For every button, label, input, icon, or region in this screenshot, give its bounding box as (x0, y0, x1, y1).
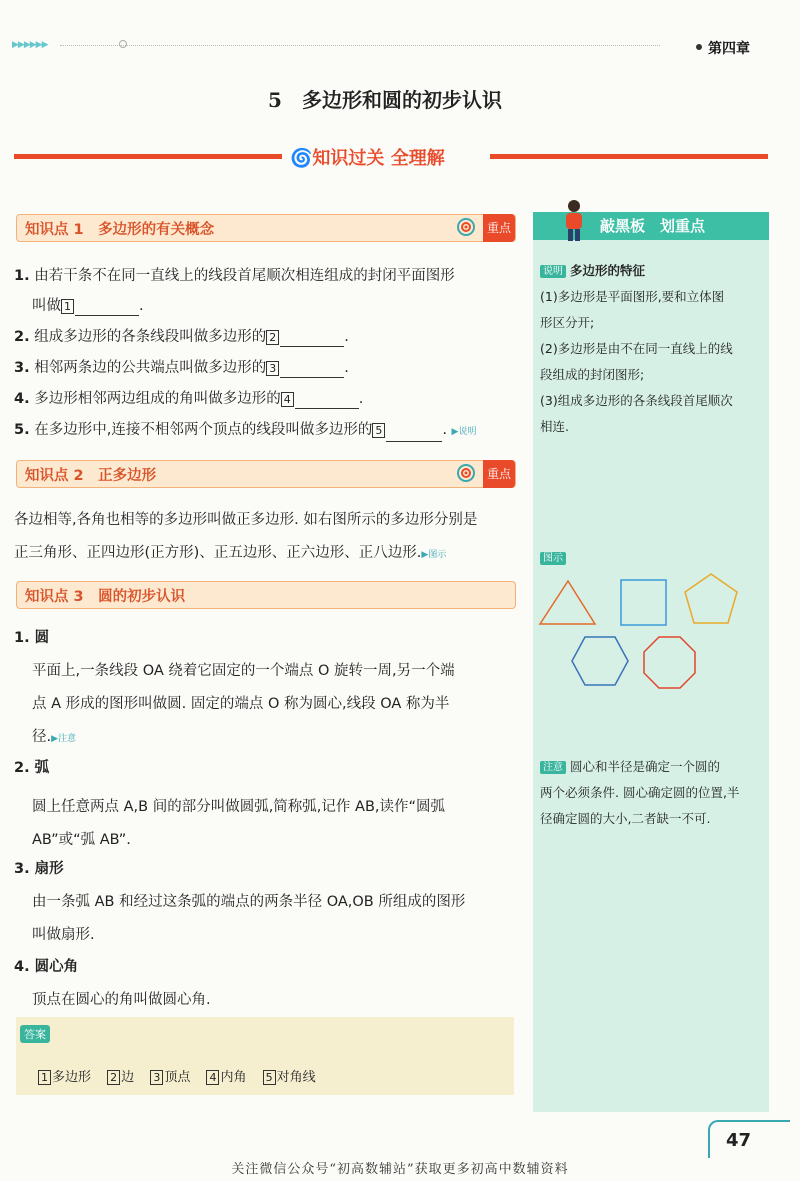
answer-tag: 答案 (20, 1025, 50, 1043)
square-shape (621, 580, 666, 625)
key-point-badge: 重点 (483, 460, 515, 488)
answer-box-3: 3 (266, 361, 279, 376)
blank-4[interactable] (295, 394, 359, 409)
figure-tag-wrap (540, 548, 566, 567)
blank-3[interactable] (280, 363, 344, 378)
blank-2[interactable] (280, 332, 344, 347)
section-banner (290, 144, 486, 170)
octagon-shape (644, 637, 695, 688)
answer-item: 5 对角线 (263, 1070, 316, 1085)
note-link[interactable]: ▶注意 (51, 734, 77, 744)
answer-item: 1 多边形 (38, 1070, 91, 1085)
heading-central-angle: 4. 圆心角 (14, 959, 79, 975)
answer-item: 3 顶点 (150, 1070, 190, 1085)
kp1-item-1-line2: 叫做 1 . (32, 298, 144, 314)
header-divider (60, 45, 660, 46)
kp1-label: 知识点 1 多边形的有关概念 (25, 222, 215, 238)
footer-notice: 关注微信公众号“初高数辅站”获取更多初高中数辅资料 (231, 1162, 569, 1177)
knowledge-point-1-header (16, 214, 516, 242)
hexagon-shape (572, 637, 628, 685)
spiral-icon: 🌀 (290, 148, 313, 169)
answer-box-2: 2 (266, 330, 279, 345)
knowledge-point-2-header (16, 460, 516, 488)
banner-rule-right (490, 154, 768, 159)
answer-box-1: 1 (61, 299, 74, 314)
banner-rule-left (14, 154, 282, 159)
kp2-definition: 各边相等,各角也相等的多边形叫做正多边形. 如右图所示的多边形分别是 正三角形、正四边形(正方形)、正五边形、正六边形、正八边形.▶图示 (14, 512, 478, 561)
chapter-arrows: ▶▶▶▶▶▶ (12, 40, 48, 50)
circle-section: 1. 圆 平面上,一条线段 OA 绕着它固定的一个端点 O 旋转一周,另一个端 点 A 形成的图形叫做圆. 固定的端点 O 称为圆心,线段 OA 称为半 径.▶注意 (14, 622, 519, 756)
blank-5[interactable] (386, 427, 442, 442)
page-number: 47 (726, 1130, 752, 1151)
kp1-item-4: 4. 多边形相邻两边组成的角叫做多边形的 4 . (14, 391, 364, 407)
answer-item: 4 内角 (206, 1070, 246, 1085)
answer-box-4: 4 (281, 392, 294, 407)
central-angle-section: 4. 圆心角 顶点在圆心的角叫做圆心角. (14, 951, 519, 1017)
explain-link[interactable]: ▶说明 (451, 427, 477, 437)
explain-tag: 说明 (540, 265, 566, 278)
kp1-item-1: 1. 由若干条不在同一直线上的线段首尾顺次相连组成的封闭平面图形 (14, 268, 455, 284)
figure-link[interactable]: ▶图示 (421, 550, 447, 560)
arc-section: 2. 弧 圆上任意两点 A,B 间的部分叫做圆弧,简称弧,记作 AB,读作“圆弧 AB”或“弧 AB”. (14, 752, 519, 857)
sidebar-note: 注意 圆心和半径是确定一个圆的 两个必须条件. 圆心确定圆的位置,半 径确定圆的大小,二者缺一不可. (540, 759, 740, 826)
sector-section: 3. 扇形 由一条弧 AB 和经过这条弧的端点的两条半径 OA,OB 所组成的图形 叫做扇形. (14, 853, 519, 952)
chapter-dot (696, 44, 702, 50)
target-icon (457, 218, 475, 236)
note-tag: 注意 (540, 761, 566, 774)
kp3-label: 知识点 3 圆的初步认识 (25, 589, 186, 605)
kp1-item-5: 5. 在多边形中,连接不相邻两个顶点的线段叫做多边形的 5 . ▶说明 (14, 420, 476, 442)
kp1-item-3: 3. 相邻两条边的公共端点叫做多边形的 3 . (14, 360, 349, 376)
target-icon (457, 464, 475, 482)
heading-circle: 1. 圆 (14, 630, 50, 646)
header-ornament (119, 40, 127, 48)
page-title: 5 多边形和圆的初步认识 (268, 88, 502, 112)
triangle-shape (540, 581, 595, 624)
answer-item: 2 边 (107, 1070, 134, 1085)
sidebar-title: 敲黑板 划重点 (600, 217, 706, 235)
regular-polygons-figure (535, 570, 765, 695)
kp1-item-2: 2. 组成多边形的各条线段叫做多边形的 2 . (14, 329, 349, 345)
heading-sector: 3. 扇形 (14, 861, 64, 877)
answer-box-5: 5 (372, 423, 385, 438)
kp2-label: 知识点 2 正多边形 (25, 468, 157, 484)
answer-list (38, 1066, 328, 1085)
banner-text: 知识过关 全理解 (312, 148, 445, 169)
teacher-icon (558, 198, 594, 242)
key-point-badge: 重点 (483, 214, 515, 242)
blank-1[interactable] (75, 301, 139, 316)
figure-tag: 图示 (540, 552, 566, 565)
knowledge-point-3-header (16, 581, 516, 609)
heading-arc: 2. 弧 (14, 760, 50, 776)
sidebar-explain: 说明 多边形的特征 (1)多边形是平面图形,要和立体图 形区分开; (2)多边形是由不在同一直线上的线 段组成的封闭图形; (3)组成多边形的各条线段首尾顺次 相连. (540, 263, 733, 434)
pentagon-shape (685, 574, 737, 623)
chapter-label: 第四章 (708, 41, 750, 57)
